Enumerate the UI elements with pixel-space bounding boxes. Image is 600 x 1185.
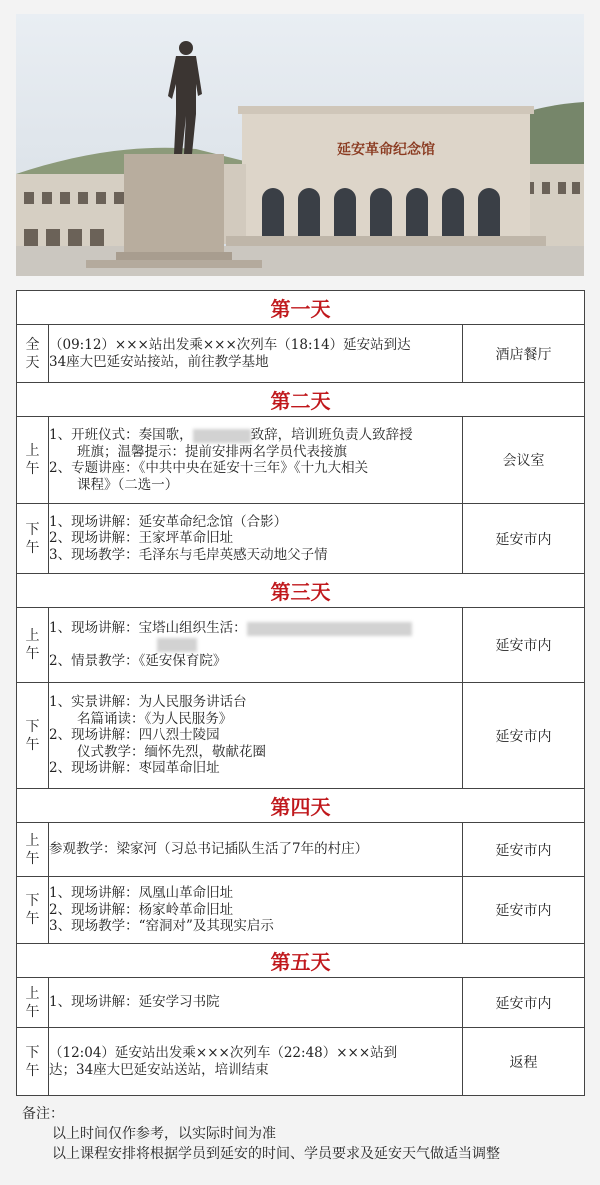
- content-cell: （12:04）延安站出发乘×××次列车（22:48）×××站到 达；34座大巴延安站送站，培训结束: [49, 1028, 463, 1096]
- redacted-text: [193, 429, 251, 443]
- schedule-table: [16, 290, 585, 1096]
- table-row: [17, 683, 585, 789]
- memorial-hall-illustration: [16, 14, 584, 276]
- note-line: 以上课程安排将根据学员到延安的时间、学员要求及延安天气做适当调整: [52, 1146, 500, 1162]
- place-cell: 延安市内: [463, 978, 585, 1028]
- table-row: [17, 504, 585, 574]
- place-cell: 延安市内: [463, 823, 585, 877]
- period-cell: 上 午: [17, 417, 49, 504]
- period-cell: 上 午: [17, 978, 49, 1028]
- content-cell: 参观教学：梁家河（习总书记插队生活了7年的村庄）: [49, 823, 463, 877]
- place-cell: 延安市内: [463, 608, 585, 683]
- day-title: 第二天: [17, 383, 585, 417]
- table-row: [17, 1028, 585, 1096]
- period-cell: 下 午: [17, 683, 49, 789]
- content-cell: 1、实景讲解：为人民服务讲话台 名篇诵读：《为人民服务》 2、现场讲解：四八烈士陵园 仪式教学：缅怀先烈，敬献花圈 2、现场讲解：枣园革命旧址: [49, 683, 463, 789]
- redacted-text: [247, 622, 412, 636]
- place-cell: 延安市内: [463, 877, 585, 944]
- table-row: [17, 417, 585, 504]
- period-cell: 全 天: [17, 325, 49, 383]
- day-title: 第四天: [17, 789, 585, 823]
- day-title: 第三天: [17, 574, 585, 608]
- content-cell: 1、现场讲解：宝塔山组织生活： 2、情景教学：《延安保育院》: [49, 608, 463, 683]
- table-row: [17, 823, 585, 877]
- place-cell: 延安市内: [463, 683, 585, 789]
- content-cell: （09:12）×××站出发乘×××次列车（18:14）延安站到达 34座大巴延安站接站，前往教学基地: [49, 325, 463, 383]
- day-title: 第一天: [17, 291, 585, 325]
- content-cell: 1、现场讲解：延安革命纪念馆（合影） 2、现场讲解：王家坪革命旧址 3、现场教学：毛泽东与毛岸英感天动地父子情: [49, 504, 463, 574]
- table-row: [17, 325, 585, 383]
- period-cell: 上 午: [17, 608, 49, 683]
- hero-photo: [16, 14, 584, 276]
- place-cell: 延安市内: [463, 504, 585, 574]
- content-cell: 1、现场讲解：凤凰山革命旧址 2、现场讲解：杨家岭革命旧址 3、现场教学：“窑洞对”及其现实启示: [49, 877, 463, 944]
- content-cell: 1、现场讲解：延安学习书院: [49, 978, 463, 1028]
- period-cell: 下 午: [17, 504, 49, 574]
- table-row: [17, 608, 585, 683]
- period-cell: 下 午: [17, 877, 49, 944]
- notes-title: 备注：: [22, 1106, 64, 1122]
- day-title: 第五天: [17, 944, 585, 978]
- content-cell: 1、开班仪式：奏国歌， 致辞，培训班负责人致辞授 班旗；温馨提示：提前安排两名学员代表接旗 2、专题讲座：《中共中央在延安十三年》《十九大相关 课程》（二选一）: [49, 417, 463, 504]
- place-cell: 会议室: [463, 417, 585, 504]
- table-row: [17, 877, 585, 944]
- period-cell: 下 午: [17, 1028, 49, 1096]
- notes: [22, 1104, 500, 1164]
- period-cell: 上 午: [17, 823, 49, 877]
- building-sign: 延安革命纪念馆: [337, 142, 435, 158]
- table-row: [17, 978, 585, 1028]
- place-cell: 返程: [463, 1028, 585, 1096]
- note-line: 以上时间仅作参考，以实际时间为准: [52, 1126, 276, 1142]
- place-cell: 酒店餐厅: [463, 325, 585, 383]
- redacted-text: [157, 638, 197, 652]
